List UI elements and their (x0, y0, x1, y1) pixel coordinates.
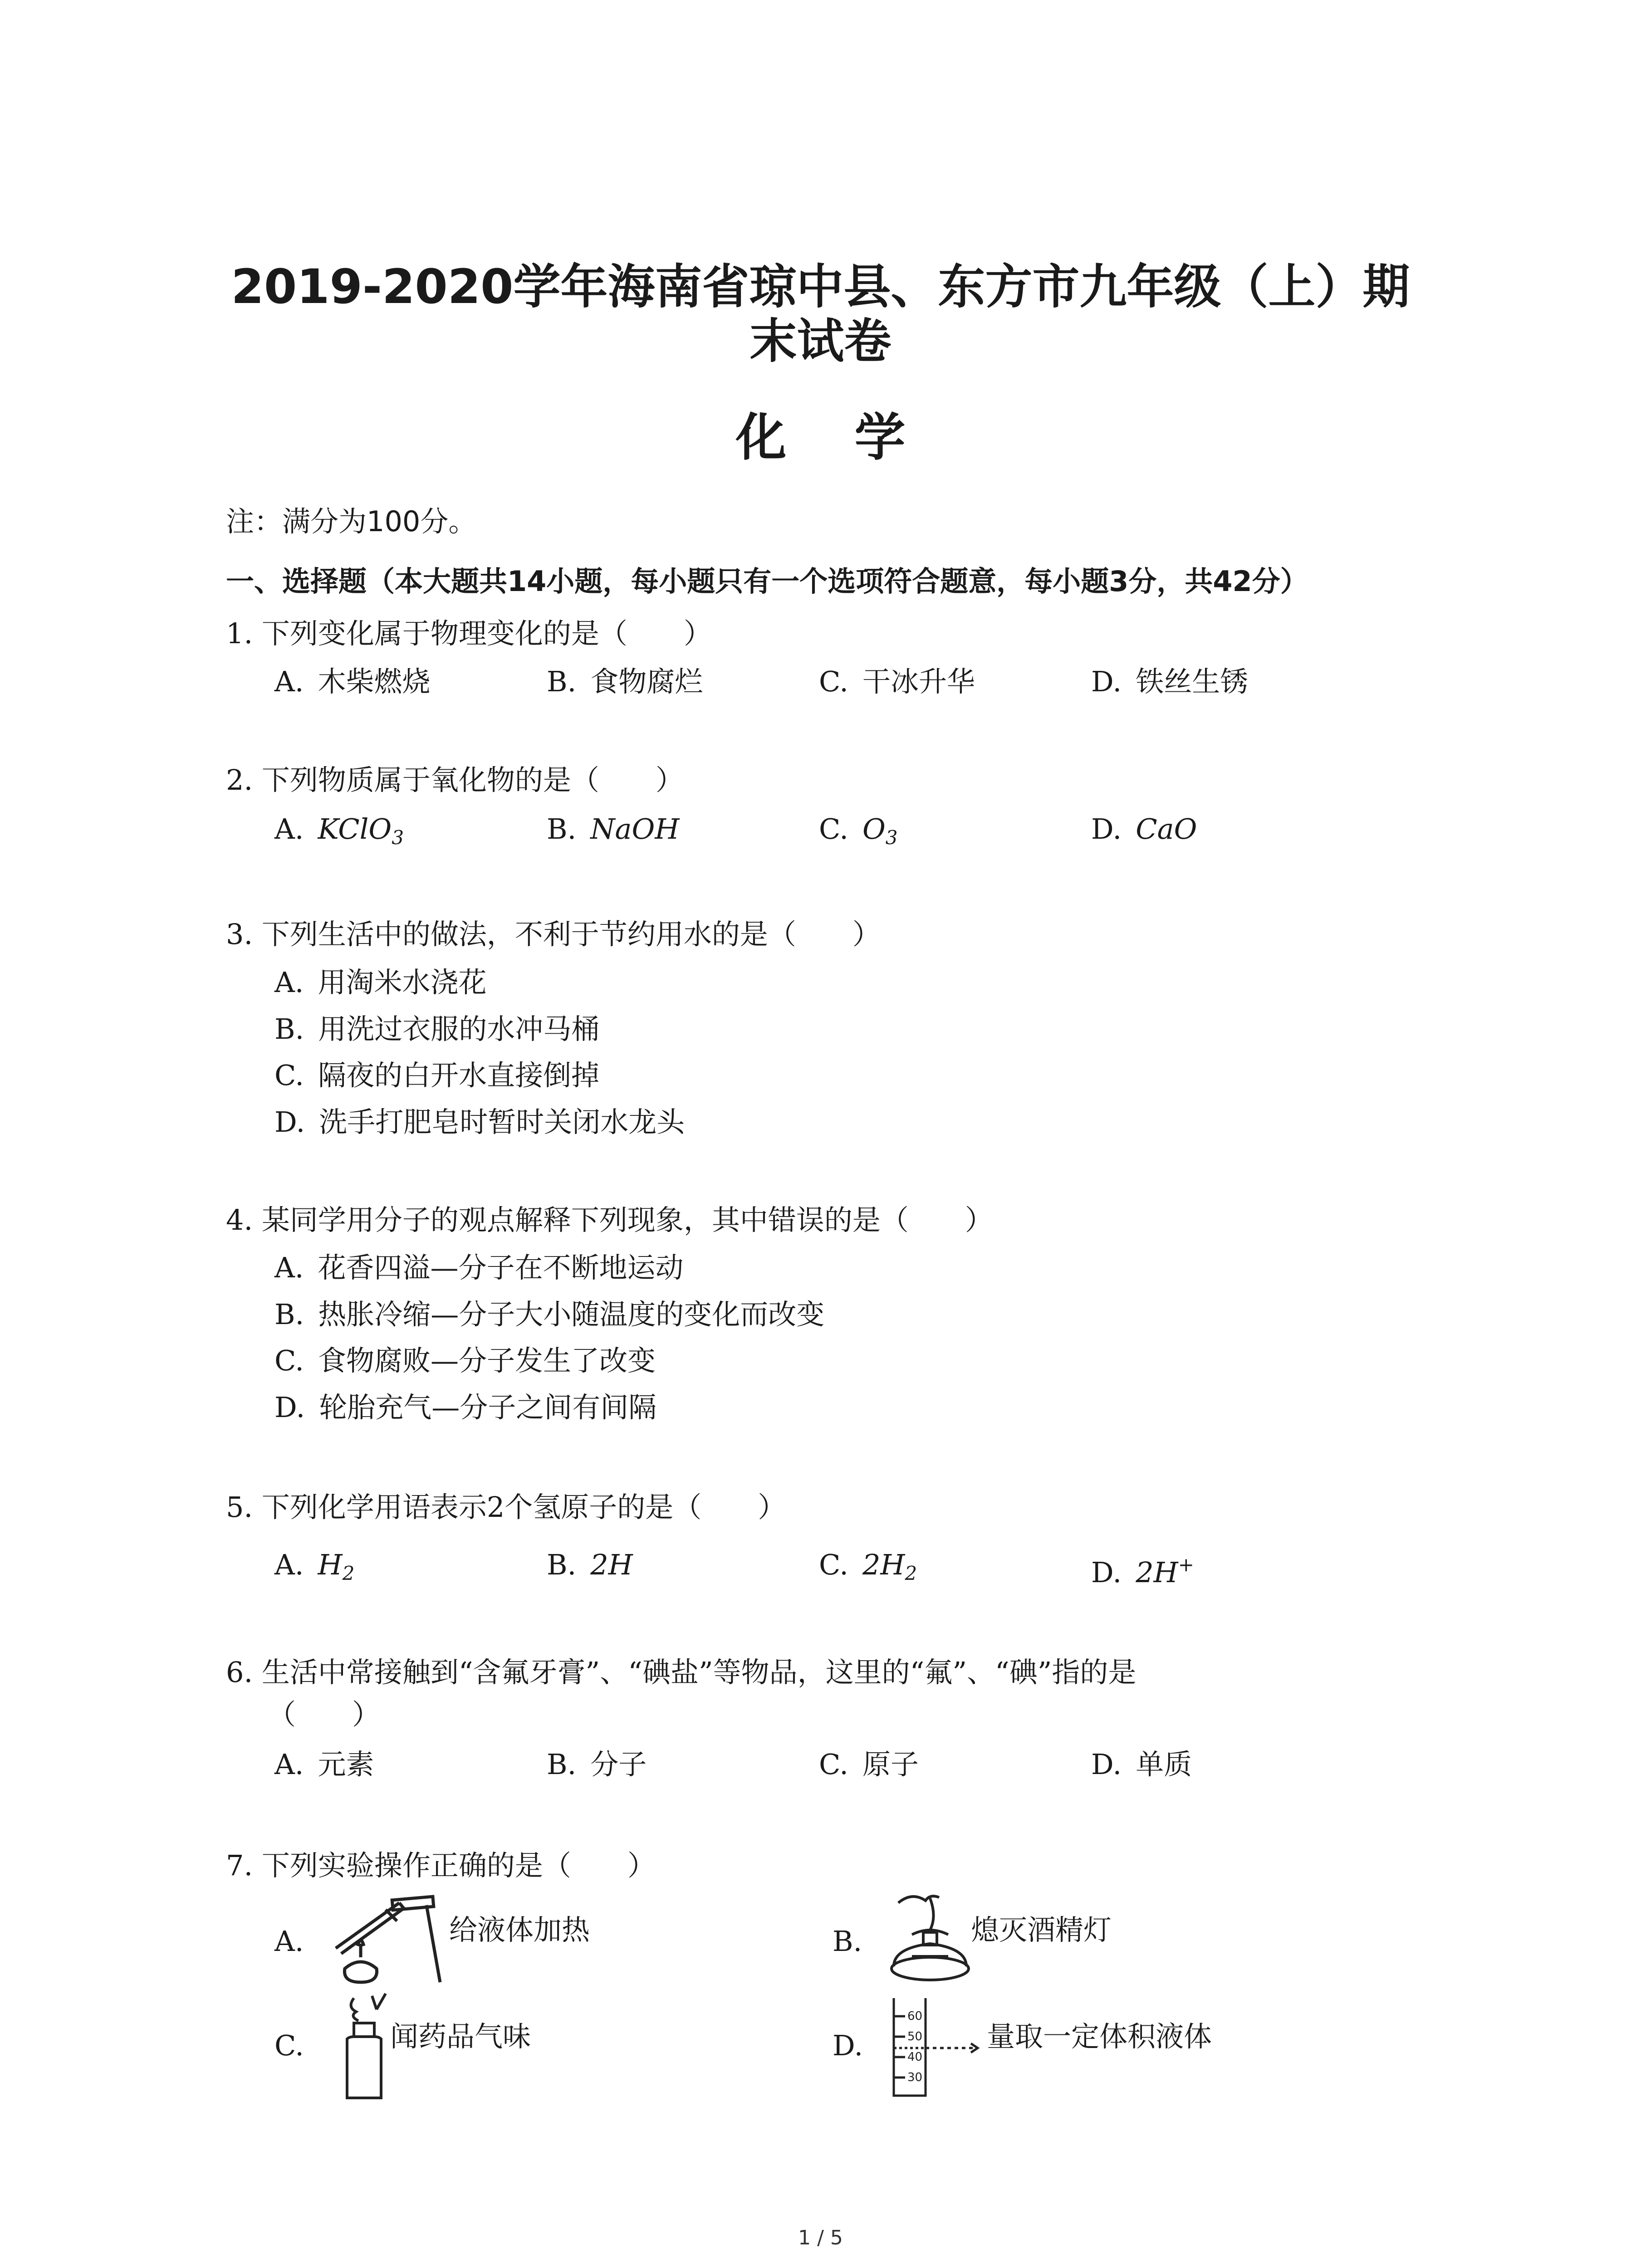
alcohol-lamp-icon (885, 1889, 975, 1989)
option-label: A. (274, 812, 304, 846)
question-7-stem: 7. 下列实验操作正确的是（ ） (226, 1849, 656, 1882)
question-3-stem: 3. 下列生活中的做法，不利于节约用水的是（ ） (226, 918, 881, 951)
formula: H (318, 1548, 343, 1581)
option-label: C. (274, 1059, 304, 1092)
question-3-option-c (274, 1057, 599, 1094)
option-text: 隔夜的白开水直接倒掉 (318, 1059, 599, 1092)
cylinder-tick-label: 60 (907, 2009, 923, 2023)
question-7-option-d-label: D. (833, 2029, 863, 2062)
question-7-option-a-label: A. (274, 1925, 304, 1958)
option-label: C. (819, 665, 848, 698)
option-text: 食物腐败—分子发生了改变 (318, 1344, 656, 1377)
option-label: B. (547, 1748, 577, 1781)
option-label: D. (274, 1105, 305, 1139)
subject-heading: 化学 (735, 408, 974, 467)
option-text: 分子 (590, 1748, 647, 1781)
option-label: A. (274, 1748, 304, 1781)
option-text: 干冰升华 (862, 665, 975, 698)
formula: 2H (862, 1548, 905, 1581)
question-4-option-a (274, 1250, 684, 1286)
page-number: 1 / 5 (798, 2226, 843, 2249)
question-5-option-a (274, 1547, 354, 1592)
option-text: 用洗过衣服的水冲马桶 (318, 1012, 600, 1046)
option-text: 洗手打肥皂时暂时关闭水龙头 (319, 1105, 685, 1139)
question-6-option-a (274, 1746, 374, 1783)
question-1-option-c (819, 664, 975, 700)
question-5-option-b (547, 1547, 633, 1583)
option-text: 木柴燃烧 (318, 665, 431, 698)
formula: O (862, 812, 886, 846)
formula: 2H (1136, 1556, 1178, 1589)
option-text: 花香四溢—分子在不断地运动 (318, 1251, 684, 1284)
option-label: C. (819, 1748, 848, 1781)
option-label: C. (819, 1548, 848, 1581)
subscript: 2 (905, 1562, 917, 1584)
question-1-stem: 1. 下列变化属于物理变化的是（ ） (226, 617, 712, 650)
option-label: B. (547, 1548, 577, 1581)
formula: NaOH (590, 812, 680, 846)
question-3-option-d (274, 1104, 685, 1140)
option-label: B. (547, 812, 577, 846)
question-6-stem-continued: （ ） (268, 1698, 381, 1731)
question-7-option-c-text: 闻药品气味 (390, 2020, 531, 2053)
option-label: C. (274, 1344, 304, 1377)
exam-title-line2: 末试卷 (749, 313, 892, 369)
question-5-option-c (819, 1547, 917, 1592)
question-2-option-c (819, 811, 898, 856)
question-2-option-d (1091, 811, 1197, 847)
question-4-option-b (274, 1296, 824, 1333)
question-2-stem: 2. 下列物质属于氧化物的是（ ） (226, 763, 684, 797)
option-text: 单质 (1136, 1748, 1192, 1781)
option-label: D. (274, 1391, 305, 1424)
subscript: 3 (885, 826, 898, 849)
question-1-option-d (1091, 664, 1248, 700)
question-3-option-a (274, 964, 487, 1001)
question-7-option-c-label: C. (274, 2029, 304, 2062)
question-4-stem: 4. 某同学用分子的观点解释下列现象，其中错误的是（ ） (226, 1203, 993, 1237)
option-label: B. (274, 1012, 304, 1046)
question-3-option-b (274, 1011, 599, 1047)
question-6-option-b (547, 1746, 647, 1783)
question-6-option-c (819, 1746, 919, 1783)
reagent-bottle-icon (329, 1989, 397, 2102)
question-5-stem: 5. 下列化学用语表示2个氢原子的是（ ） (226, 1491, 786, 1524)
measuring-cylinder-icon (885, 1994, 985, 2102)
option-label: A. (274, 966, 304, 999)
option-label: D. (1091, 1748, 1122, 1781)
question-6-stem: 6. 生活中常接触到“含氟牙膏”、“碘盐”等物品，这里的“氟”、“碘”指的是 (226, 1656, 1136, 1689)
option-label: D. (1091, 812, 1122, 846)
score-note: 注：满分为100分。 (226, 505, 477, 538)
question-7-option-b-label: B. (833, 1925, 862, 1958)
question-2-option-a (274, 811, 404, 856)
option-label: C. (819, 812, 848, 846)
option-label: D. (1091, 1556, 1122, 1589)
cylinder-tick-label: 40 (907, 2050, 923, 2064)
cylinder-tick-label: 50 (907, 2030, 923, 2043)
question-1-option-b (547, 664, 703, 700)
cylinder-tick-label: 30 (907, 2071, 923, 2084)
question-7-option-d-text: 量取一定体积液体 (987, 2020, 1212, 2053)
exam-title-line1: 2019-2020学年海南省琼中县、东方市九年级（上）期 (231, 259, 1410, 314)
option-text: 热胀冷缩—分子大小随温度的变化而改变 (318, 1298, 825, 1331)
question-2-option-b (547, 811, 679, 847)
question-5-option-d (1091, 1547, 1194, 1591)
formula: 2H (590, 1548, 633, 1581)
formula: KClO (318, 812, 392, 846)
option-text: 铁丝生锈 (1136, 665, 1249, 698)
option-label: A. (274, 1548, 304, 1581)
option-label: D. (1091, 665, 1122, 698)
question-1-option-a (274, 664, 431, 700)
option-label: A. (274, 1251, 304, 1284)
question-7-option-b-text: 熄灭酒精灯 (971, 1913, 1112, 1946)
subscript: 2 (342, 1562, 355, 1584)
formula: CaO (1136, 812, 1197, 846)
option-label: A. (274, 665, 304, 698)
option-text: 元素 (318, 1748, 374, 1781)
subscript: 3 (392, 826, 404, 849)
question-6-option-d (1091, 1746, 1192, 1783)
option-label: B. (547, 665, 577, 698)
question-7-option-a-text: 给液体加热 (449, 1913, 590, 1946)
section-heading: 一、选择题（本大题共14小题，每小题只有一个选项符合题意，每小题3分，共42分） (226, 565, 1308, 598)
test-tube-heating-icon (318, 1889, 449, 1987)
option-text: 原子 (862, 1748, 919, 1781)
option-text: 食物腐烂 (590, 665, 703, 698)
option-text: 轮胎充气—分子之间有间隔 (319, 1391, 657, 1424)
question-4-option-c (274, 1343, 656, 1379)
superscript: + (1178, 1554, 1194, 1576)
question-4-option-d (274, 1389, 656, 1426)
option-label: B. (274, 1298, 304, 1331)
option-text: 用淘米水浇花 (318, 966, 487, 999)
